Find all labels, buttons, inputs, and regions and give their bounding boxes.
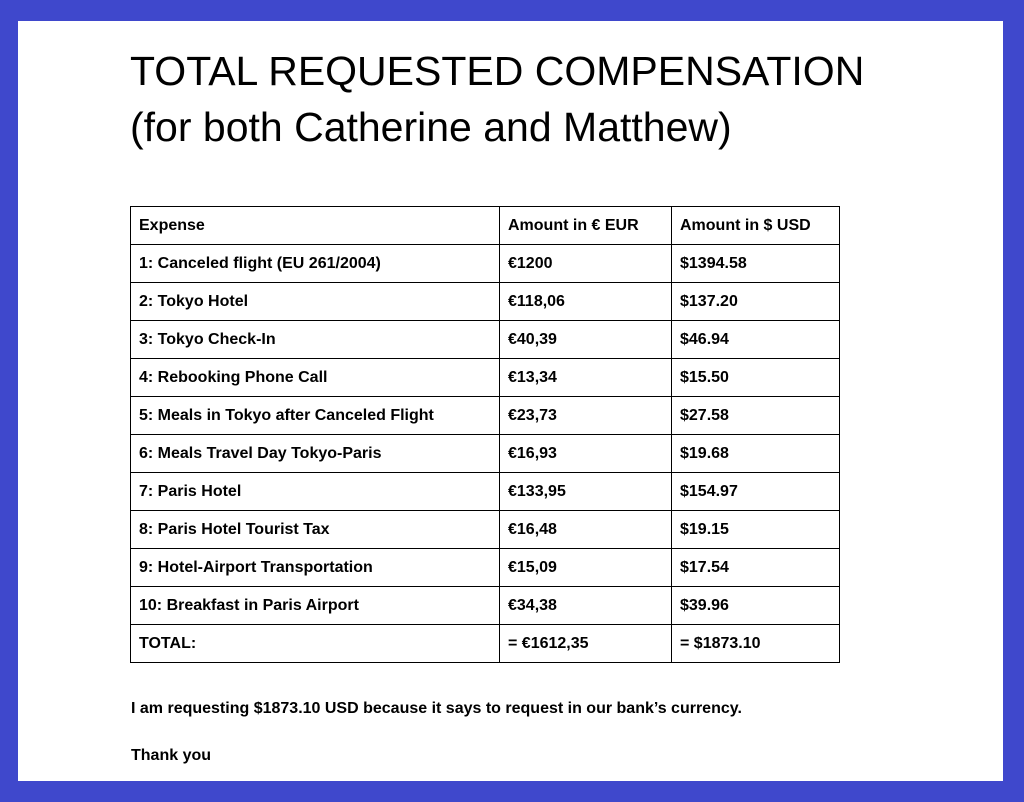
- document-page: [18, 21, 1003, 781]
- title-line-2: (for both Catherine and Matthew): [130, 104, 732, 150]
- usd-cell: $19.15: [672, 511, 840, 549]
- eur-cell: €16,48: [500, 511, 672, 549]
- eur-cell: €13,34: [500, 359, 672, 397]
- total-row: [131, 625, 840, 663]
- usd-cell: $137.20: [672, 283, 840, 321]
- usd-cell: $46.94: [672, 321, 840, 359]
- usd-cell: $27.58: [672, 397, 840, 435]
- usd-cell: $19.68: [672, 435, 840, 473]
- table-row: [131, 321, 840, 359]
- expense-cell: 8: Paris Hotel Tourist Tax: [131, 511, 500, 549]
- header-amount-eur: Amount in € EUR: [500, 207, 672, 245]
- eur-cell: €23,73: [500, 397, 672, 435]
- usd-cell: $154.97: [672, 473, 840, 511]
- expense-cell: 9: Hotel-Airport Transportation: [131, 549, 500, 587]
- eur-cell: €34,38: [500, 587, 672, 625]
- table-row: [131, 435, 840, 473]
- table-row: [131, 359, 840, 397]
- table-row: [131, 245, 840, 283]
- eur-cell: €16,93: [500, 435, 672, 473]
- request-note: I am requesting $1873.10 USD because it says to request in our bank’s currency.: [131, 700, 742, 717]
- eur-cell: €133,95: [500, 473, 672, 511]
- table-row: [131, 283, 840, 321]
- total-usd: = $1873.10: [672, 625, 840, 663]
- total-label: TOTAL:: [131, 625, 500, 663]
- expense-cell: 2: Tokyo Hotel: [131, 283, 500, 321]
- expense-cell: 10: Breakfast in Paris Airport: [131, 587, 500, 625]
- table-row: [131, 549, 840, 587]
- table-row: [131, 397, 840, 435]
- total-eur: = €1612,35: [500, 625, 672, 663]
- eur-cell: €118,06: [500, 283, 672, 321]
- expense-cell: 3: Tokyo Check-In: [131, 321, 500, 359]
- usd-cell: $39.96: [672, 587, 840, 625]
- eur-cell: €15,09: [500, 549, 672, 587]
- eur-cell: €1200: [500, 245, 672, 283]
- expense-cell: 7: Paris Hotel: [131, 473, 500, 511]
- title-line-1: TOTAL REQUESTED COMPENSATION: [130, 48, 865, 94]
- expense-cell: 5: Meals in Tokyo after Canceled Flight: [131, 397, 500, 435]
- expense-cell: 6: Meals Travel Day Tokyo-Paris: [131, 435, 500, 473]
- usd-cell: $15.50: [672, 359, 840, 397]
- header-amount-usd: Amount in $ USD: [672, 207, 840, 245]
- eur-cell: €40,39: [500, 321, 672, 359]
- table-row: [131, 511, 840, 549]
- closing-text: Thank you: [131, 747, 212, 764]
- expense-cell: 1: Canceled flight (EU 261/2004): [131, 245, 500, 283]
- compensation-table: [130, 206, 840, 663]
- usd-cell: $1394.58: [672, 245, 840, 283]
- table-row: [131, 587, 840, 625]
- usd-cell: $17.54: [672, 549, 840, 587]
- page-title: [130, 43, 864, 155]
- header-expense: Expense: [131, 207, 500, 245]
- table-row: [131, 473, 840, 511]
- table-header-row: [131, 207, 840, 245]
- expense-cell: 4: Rebooking Phone Call: [131, 359, 500, 397]
